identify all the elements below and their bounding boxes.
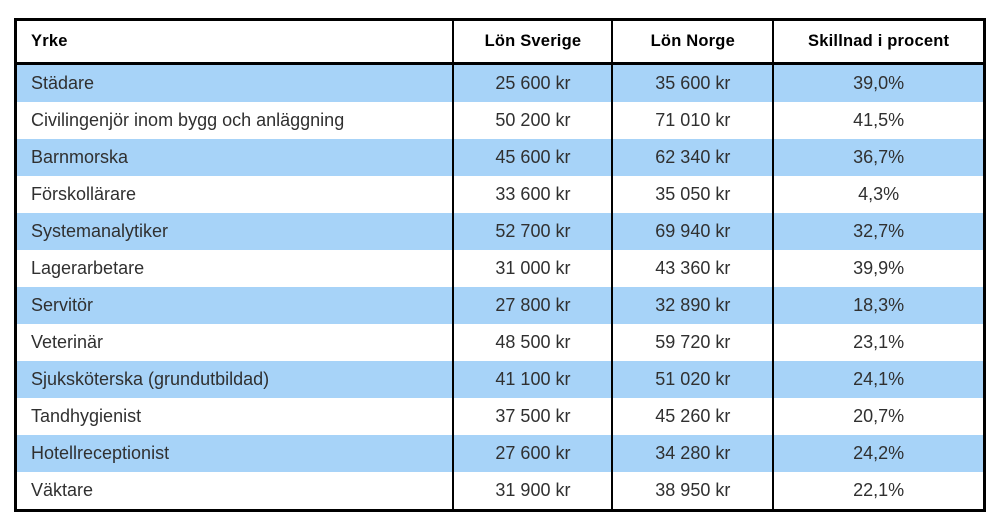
difference-cell: 36,7% <box>773 139 984 176</box>
difference-cell: 39,9% <box>773 250 984 287</box>
salary-sweden-cell: 27 600 kr <box>453 435 612 472</box>
occupation-cell: Lagerarbetare <box>16 250 454 287</box>
salary-norway-cell: 38 950 kr <box>612 472 773 511</box>
column-header-difference-percent: Skillnad i procent <box>773 20 984 64</box>
salary-norway-cell: 71 010 kr <box>612 102 773 139</box>
salary-norway-cell: 32 890 kr <box>612 287 773 324</box>
salary-norway-cell: 35 050 kr <box>612 176 773 213</box>
difference-cell: 24,2% <box>773 435 984 472</box>
salary-norway-cell: 43 360 kr <box>612 250 773 287</box>
occupation-cell: Tandhygienist <box>16 398 454 435</box>
salary-sweden-cell: 31 900 kr <box>453 472 612 511</box>
salary-sweden-cell: 52 700 kr <box>453 213 612 250</box>
salary-comparison-table-container <box>14 18 986 512</box>
occupation-cell: Sjuksköterska (grundutbildad) <box>16 361 454 398</box>
table-row <box>16 250 985 287</box>
occupation-cell: Förskollärare <box>16 176 454 213</box>
salary-sweden-cell: 48 500 kr <box>453 324 612 361</box>
difference-cell: 23,1% <box>773 324 984 361</box>
table-row <box>16 472 985 511</box>
table-row <box>16 213 985 250</box>
table-row <box>16 435 985 472</box>
difference-cell: 39,0% <box>773 64 984 103</box>
occupation-cell: Systemanalytiker <box>16 213 454 250</box>
salary-norway-cell: 51 020 kr <box>612 361 773 398</box>
occupation-cell: Städare <box>16 64 454 103</box>
column-header-salary-sweden: Lön Sverige <box>453 20 612 64</box>
table-row <box>16 361 985 398</box>
salary-sweden-cell: 45 600 kr <box>453 139 612 176</box>
salary-sweden-cell: 25 600 kr <box>453 64 612 103</box>
salary-sweden-cell: 50 200 kr <box>453 102 612 139</box>
occupation-cell: Hotellreceptionist <box>16 435 454 472</box>
difference-cell: 41,5% <box>773 102 984 139</box>
table-row <box>16 102 985 139</box>
table-row <box>16 64 985 103</box>
salary-sweden-cell: 31 000 kr <box>453 250 612 287</box>
difference-cell: 32,7% <box>773 213 984 250</box>
salary-norway-cell: 62 340 kr <box>612 139 773 176</box>
table-row <box>16 139 985 176</box>
salary-sweden-cell: 37 500 kr <box>453 398 612 435</box>
difference-cell: 4,3% <box>773 176 984 213</box>
salary-sweden-cell: 33 600 kr <box>453 176 612 213</box>
table-body <box>16 64 985 511</box>
difference-cell: 22,1% <box>773 472 984 511</box>
occupation-cell: Civilingenjör inom bygg och anläggning <box>16 102 454 139</box>
salary-sweden-cell: 41 100 kr <box>453 361 612 398</box>
difference-cell: 24,1% <box>773 361 984 398</box>
table-row <box>16 176 985 213</box>
salary-sweden-cell: 27 800 kr <box>453 287 612 324</box>
occupation-cell: Barnmorska <box>16 139 454 176</box>
difference-cell: 20,7% <box>773 398 984 435</box>
table-row <box>16 324 985 361</box>
occupation-cell: Väktare <box>16 472 454 511</box>
salary-norway-cell: 35 600 kr <box>612 64 773 103</box>
salary-norway-cell: 34 280 kr <box>612 435 773 472</box>
difference-cell: 18,3% <box>773 287 984 324</box>
occupation-cell: Servitör <box>16 287 454 324</box>
salary-norway-cell: 69 940 kr <box>612 213 773 250</box>
column-header-salary-norway: Lön Norge <box>612 20 773 64</box>
salary-norway-cell: 45 260 kr <box>612 398 773 435</box>
header-row <box>16 20 985 64</box>
salary-norway-cell: 59 720 kr <box>612 324 773 361</box>
table-header <box>16 20 985 64</box>
occupation-cell: Veterinär <box>16 324 454 361</box>
table-row <box>16 398 985 435</box>
table-row <box>16 287 985 324</box>
salary-comparison-table <box>14 18 986 512</box>
column-header-occupation: Yrke <box>16 20 454 64</box>
